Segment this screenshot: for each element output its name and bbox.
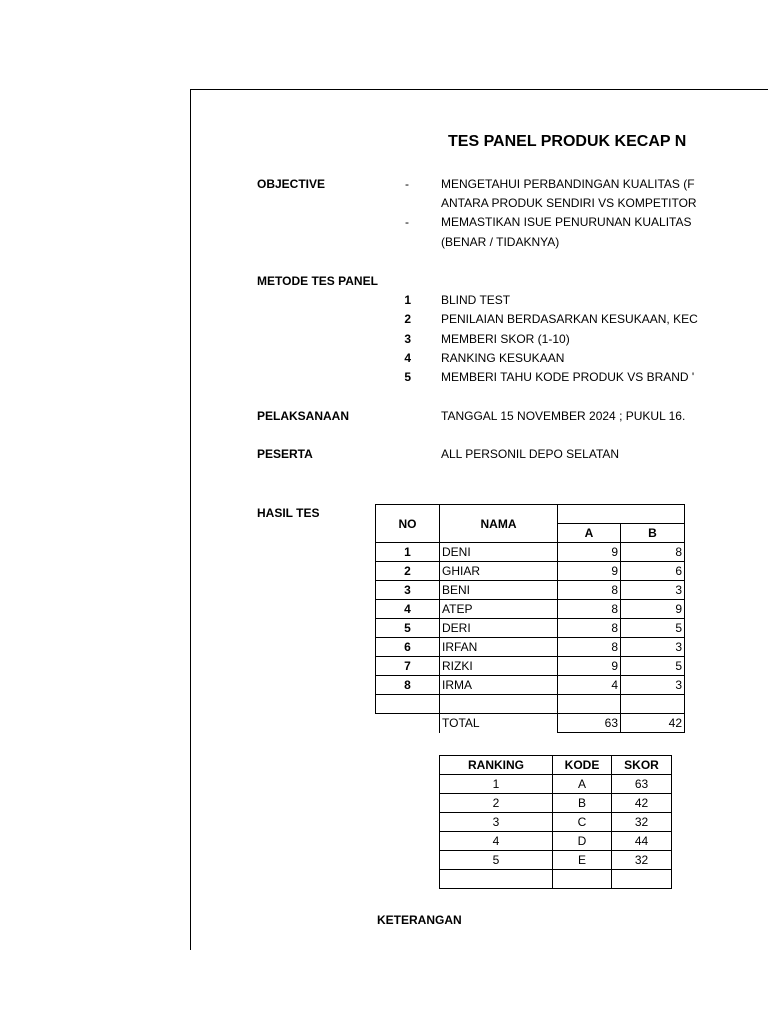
metode-item-2: PENILAIAN BERDASARKAN KESUKAAN, KEC — [441, 312, 698, 326]
kode-cell: E — [553, 851, 612, 870]
ranking-header-kode: KODE — [553, 756, 612, 775]
ranking-cell: 4 — [440, 832, 553, 851]
row-nama: IRFAN — [440, 638, 558, 657]
row-a: 4 — [558, 676, 621, 695]
hasil-header-group — [558, 505, 685, 524]
hasil-header-no: NO — [376, 505, 440, 543]
table-row — [376, 543, 685, 562]
table-row — [376, 676, 685, 695]
hasil-header-nama: NAMA — [440, 505, 558, 543]
metode-item-5: MEMBERI TAHU KODE PRODUK VS BRAND ' — [441, 370, 695, 384]
ranking-cell: 1 — [440, 775, 553, 794]
total-row — [376, 714, 685, 733]
hasil-header-b: B — [621, 524, 685, 543]
row-b: 9 — [621, 600, 685, 619]
table-row — [440, 794, 672, 813]
row-no: 4 — [376, 600, 440, 619]
table-row — [376, 581, 685, 600]
skor-cell: 44 — [612, 832, 672, 851]
row-a: 8 — [558, 600, 621, 619]
skor-cell: 42 — [612, 794, 672, 813]
metode-item-1: BLIND TEST — [441, 293, 511, 307]
table-row — [440, 832, 672, 851]
ranking-table — [439, 755, 672, 889]
objective-bullet-1: - — [405, 177, 409, 191]
kode-cell: B — [553, 794, 612, 813]
row-b: 5 — [621, 619, 685, 638]
keterangan-label: KETERANGAN — [377, 913, 462, 927]
pelaksanaan-label: PELAKSANAAN — [257, 409, 350, 423]
row-no: 6 — [376, 638, 440, 657]
metode-no-5: 5 — [404, 370, 411, 384]
table-row — [376, 562, 685, 581]
kode-cell: C — [553, 813, 612, 832]
kode-cell: D — [553, 832, 612, 851]
document-title: TES PANEL PRODUK KECAP N — [448, 133, 687, 150]
skor-cell: 63 — [612, 775, 672, 794]
table-row — [440, 813, 672, 832]
kode-cell: A — [553, 775, 612, 794]
row-no: 1 — [376, 543, 440, 562]
row-nama: IRMA — [440, 676, 558, 695]
objective-item-2-line-1: MEMASTIKAN ISUE PENURUNAN KUALITAS — [441, 215, 692, 229]
row-a: 9 — [558, 562, 621, 581]
row-b: 5 — [621, 657, 685, 676]
row-no: 2 — [376, 562, 440, 581]
metode-no-2: 2 — [404, 312, 411, 326]
objective-label: OBJECTIVE — [257, 177, 326, 191]
peserta-value: ALL PERSONIL DEPO SELATAN — [441, 447, 620, 461]
row-no: 5 — [376, 619, 440, 638]
objective-item-1-line-2: ANTARA PRODUK SENDIRI VS KOMPETITOR — [441, 196, 697, 210]
total-label: TOTAL — [440, 714, 558, 733]
document-page — [190, 89, 768, 950]
table-row — [376, 600, 685, 619]
metode-no-4: 4 — [404, 351, 411, 365]
row-b: 3 — [621, 581, 685, 600]
row-nama: DENI — [440, 543, 558, 562]
pelaksanaan-value: TANGGAL 15 NOVEMBER 2024 ; PUKUL 16. — [441, 409, 686, 423]
objective-item-2-line-2: (BENAR / TIDAKNYA) — [441, 235, 560, 249]
objective-item-1-line-1: MENGETAHUI PERBANDINGAN KUALITAS (F — [441, 177, 695, 191]
row-b: 6 — [621, 562, 685, 581]
total-b: 42 — [621, 714, 685, 733]
row-nama: GHIAR — [440, 562, 558, 581]
metode-label: METODE TES PANEL — [257, 274, 378, 288]
row-nama: DERI — [440, 619, 558, 638]
row-a: 8 — [558, 619, 621, 638]
ranking-header-ranking: RANKING — [440, 756, 553, 775]
table-row — [376, 657, 685, 676]
metode-no-3: 3 — [404, 332, 411, 346]
row-nama: BENI — [440, 581, 558, 600]
row-no: 7 — [376, 657, 440, 676]
ranking-cell: 5 — [440, 851, 553, 870]
row-nama: ATEP — [440, 600, 558, 619]
table-row-empty — [440, 870, 672, 889]
row-nama: RIZKI — [440, 657, 558, 676]
row-a: 8 — [558, 638, 621, 657]
metode-item-4: RANKING KESUKAAN — [441, 351, 565, 365]
row-b: 3 — [621, 676, 685, 695]
peserta-label: PESERTA — [257, 447, 313, 461]
row-no: 8 — [376, 676, 440, 695]
objective-bullet-2: - — [405, 215, 409, 229]
table-row — [440, 851, 672, 870]
row-a: 8 — [558, 581, 621, 600]
hasil-tes-label: HASIL TES — [257, 506, 320, 520]
row-a: 9 — [558, 657, 621, 676]
row-b: 3 — [621, 638, 685, 657]
hasil-header-a: A — [558, 524, 621, 543]
table-row — [376, 619, 685, 638]
row-b: 8 — [621, 543, 685, 562]
metode-item-3: MEMBERI SKOR (1-10) — [441, 332, 570, 346]
skor-cell: 32 — [612, 851, 672, 870]
table-row — [376, 638, 685, 657]
hasil-table — [375, 504, 685, 733]
row-no: 3 — [376, 581, 440, 600]
ranking-cell: 3 — [440, 813, 553, 832]
table-row-empty — [376, 695, 685, 714]
row-a: 9 — [558, 543, 621, 562]
ranking-header-skor: SKOR — [612, 756, 672, 775]
skor-cell: 32 — [612, 813, 672, 832]
total-a: 63 — [558, 714, 621, 733]
metode-no-1: 1 — [404, 293, 411, 307]
ranking-cell: 2 — [440, 794, 553, 813]
table-row — [440, 775, 672, 794]
